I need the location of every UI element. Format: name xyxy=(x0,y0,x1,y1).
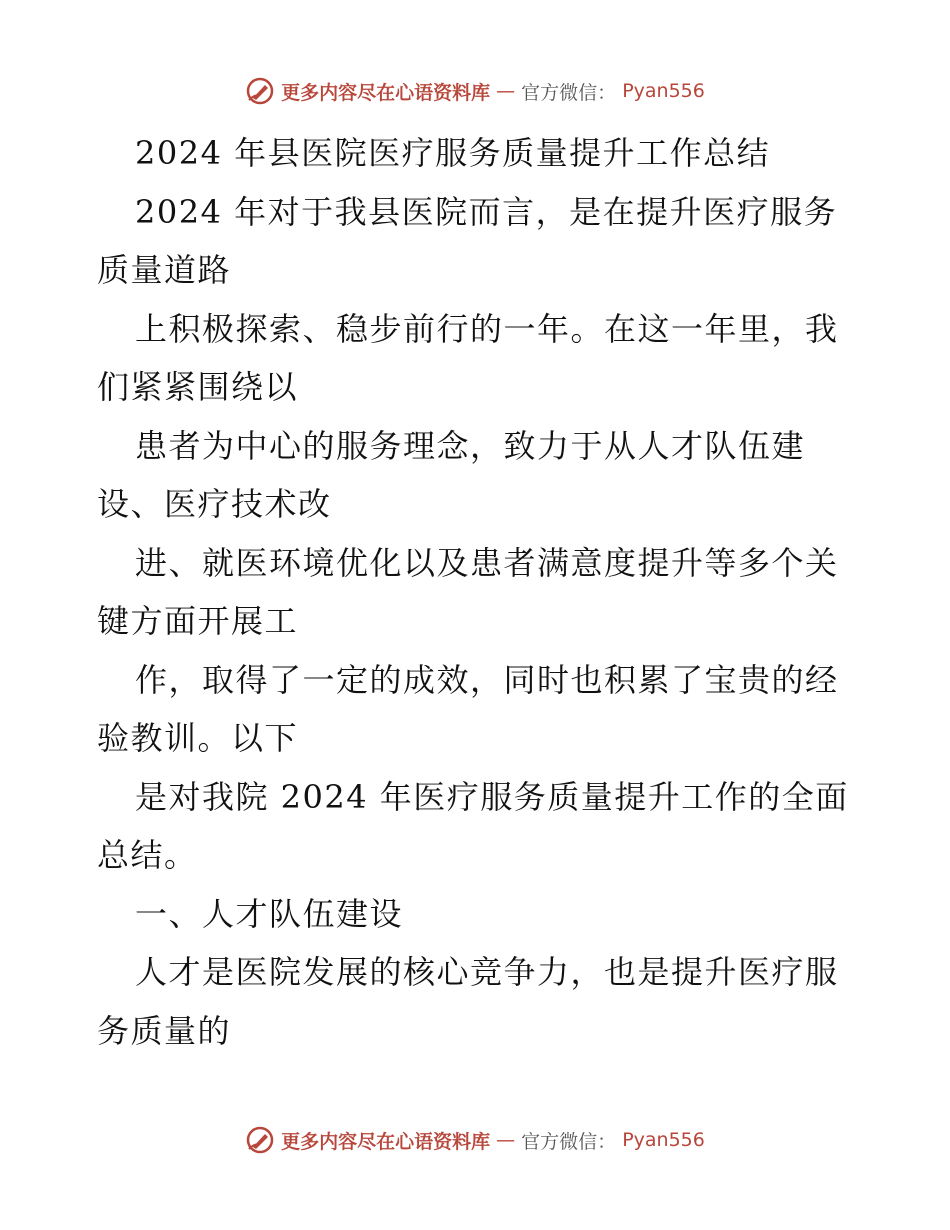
text-line: 键方面开展工 xyxy=(97,602,299,640)
text-line: 总结。 xyxy=(97,836,198,874)
watermark-official-label: 官方微信： xyxy=(521,1130,617,1153)
text-line: 进、就医环境优化以及患者满意度提升等多个关 xyxy=(135,543,839,582)
text-line: 一、人才队伍建设 xyxy=(135,894,404,933)
text-line: 是对我院 2024 年医疗服务质量提升工作的全面 xyxy=(135,777,849,816)
watermark-official-label: 官方微信： xyxy=(521,81,617,104)
header-watermark xyxy=(0,71,950,111)
text-line: 设、医疗技术改 xyxy=(97,485,332,523)
pen-logo-icon xyxy=(245,76,275,106)
pen-logo-icon xyxy=(245,1125,275,1155)
watermark-main-text: 更多内容尽在心语资料库 xyxy=(281,81,491,104)
watermark-main-text: 更多内容尽在心语资料库 xyxy=(281,1130,491,1153)
text-line: 人才是医院发展的核心竞争力，也是提升医疗服 xyxy=(135,953,839,991)
footer-watermark xyxy=(0,1120,950,1160)
text-line: 患者为中心的服务理念，致力于从人才队伍建 xyxy=(135,426,806,465)
watermark-wechat-id: Pyan556 xyxy=(622,80,705,102)
watermark-dash: — xyxy=(496,1129,516,1151)
text-line: 上积极探索、稳步前行的一年。在这一年里，我 xyxy=(135,309,839,348)
watermark-dash: — xyxy=(496,80,516,102)
text-line: 验教训。以下 xyxy=(97,719,299,757)
document-body xyxy=(97,124,857,1060)
text-line: 质量道路 xyxy=(97,251,232,289)
text-line: 务质量的 xyxy=(97,1011,232,1050)
text-line: 2024 年县医院医疗服务质量提升工作总结 xyxy=(135,134,771,172)
watermark-wechat-id: Pyan556 xyxy=(622,1129,705,1151)
text-line: 作，取得了一定的成效，同时也积累了宝贵的经 xyxy=(135,660,839,699)
text-line: 2024 年对于我县医院而言，是在提升医疗服务 xyxy=(135,192,838,231)
text-line: 们紧紧围绕以 xyxy=(97,368,299,406)
